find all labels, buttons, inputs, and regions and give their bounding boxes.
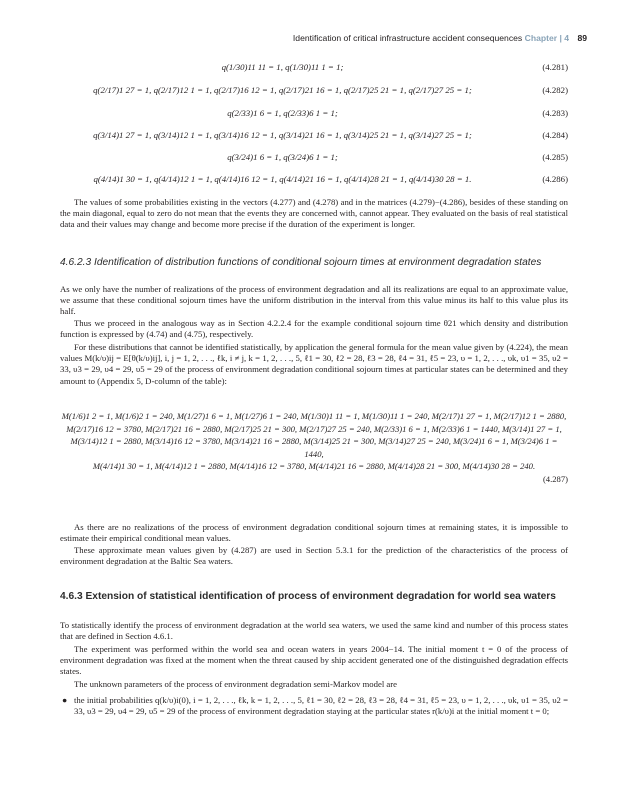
paragraph-uniform-distribution: As we only have the number of realizations of the process of environment degradation and all its realizations are equal to an approximate value, we assume that these conditional sojourn times have the uniform distribution in the interval from this value minus its half to this value plus its half.: [60, 284, 568, 317]
equation-4-285: [60, 152, 568, 166]
equation-4-286: [60, 174, 568, 188]
equation-number: (4.281): [542, 62, 568, 72]
equation-number: (4.287): [542, 474, 568, 485]
section-heading-4-6-2-3: 4.6.2.3 Identification of distribution functions of conditional sojourn times at environment degradation states: [60, 257, 542, 268]
mean-values-block: [60, 410, 568, 485]
equation-number: (4.283): [542, 108, 568, 118]
equation-text: q(4/14)1 30 = 1, q(4/14)12 1 = 1, q(4/14)16 12 = 1, q(4/14)21 16 = 1, q(4/14)28 21 = 1, q(4/14)30 28 = 1.: [93, 174, 472, 184]
chapter-label: Chapter | 4: [524, 33, 570, 43]
equation-text: q(1/30)11 11 = 1, q(1/30)11 1 = 1;: [221, 62, 344, 72]
equation-number: (4.285): [542, 152, 568, 162]
paragraph-mean-values: For these distributions that cannot be identified statistically, by application the general formula for the mean value given by (4.224), the mean values M(k/υ)ij = E[θ(k/υ)ij], i, j = 1, 2, . . ., ℓk, i ≠ j, k = 1, 2, . . ., 5, ℓ1 = 30, ℓ2 = 28, ℓ3 = 28, ℓ4 = 31, ℓ5 = 23, υ = 1, 2, . . ., υk, υ1 = 35, υ2 = 33, υ3 = 29, υ4 = 29, υ5 = 29 of the process of environment degradation conditional sojourn times at particular states can be determined and they amount to (Appendix 5, D-column of the table):: [60, 342, 568, 386]
section-heading-4-6-3: 4.6.3 Extension of statistical identification of process of environment degradation for world sea waters: [60, 591, 556, 602]
bullet-initial-probabilities: [60, 695, 568, 717]
equation-4-281: [60, 62, 568, 76]
paragraph-approximate-means: These approximate mean values given by (4.287) are used in Section 5.3.1 for the prediction of the characteristics of the process of environment degradation at the Baltic Sea waters.: [60, 545, 568, 567]
paragraph-probabilities: The values of some probabilities existing in the vectors (4.277) and (4.278) and in the matrices (4.279)−(4.286), besides of these standing on the main diagonal, equal to zero do not mean that the events they are concerned with, cannot appear. They evaluated on the basis of real statistical data and their values may change and become more precise if the duration of the experiment is longer.: [60, 197, 568, 230]
page-number: 89: [577, 33, 587, 43]
equation-number: (4.284): [542, 130, 568, 140]
running-header: [293, 33, 587, 43]
paragraph-analogous-way: Thus we proceed in the analogous way as in Section 4.2.2.4 for the example conditional sojourn time θ21 which density and distribution function is expressed by (4.74) and (4.75), respectively.: [60, 318, 568, 340]
equation-number: (4.286): [542, 174, 568, 184]
mean-values-line: M(1/6)1 2 = 1, M(1/6)2 1 = 240, M(1/27)1 6 = 1, M(1/27)6 1 = 240, M(1/30)1 11 = 1, M(1/30)11 1 = 240, M(2/17)1 27 = 1, M(2/17)12 1 = 2880,: [61, 411, 567, 421]
equation-text: q(2/33)1 6 = 1, q(2/33)6 1 = 1;: [227, 108, 338, 118]
paragraph-experiment: The experiment was performed within the world sea and ocean waters in years 2004−14. The initial moment t = 0 of the process of environment degradation was fixed at the moment when the threat caused by ship accident generated one of the distinguished degradation effects states.: [60, 644, 568, 677]
mean-values-line: M(2/17)16 12 = 3780, M(2/17)21 16 = 2880, M(2/17)25 21 = 300, M(2/17)27 25 = 240, M(2/33)1 6 = 1, M(2/33)6 1 = 1440, M(3/14)1 27 = 1,: [66, 423, 562, 434]
equation-text: q(3/14)1 27 = 1, q(3/14)12 1 = 1, q(3/14)16 12 = 1, q(3/14)21 16 = 1, q(3/14)25 21 = 1, q(3/14)27 25 = 1;: [93, 130, 472, 140]
bullet-icon: ●: [62, 695, 68, 705]
equation-number: (4.282): [542, 85, 568, 95]
equation-4-282: [60, 85, 568, 99]
mean-values-line: M(4/14)1 30 = 1, M(4/14)12 1 = 2880, M(4/14)16 12 = 3780, M(4/14)21 16 = 2880, M(4/14)28 21 = 300, M(4/14)30 28 = 240.: [92, 461, 536, 472]
equation-4-283: [60, 108, 568, 122]
mean-values-line: M(3/14)12 1 = 2880, M(3/14)16 12 = 3780, M(3/14)21 16 = 2880, M(3/14)25 21 = 300, M(3/14)27 25 = 240, M(3/24)1 6 = 1, M(3/24)6 1 = 1440,: [70, 436, 558, 459]
bullet-text: the initial probabilities q(k/υ)i(0), i = 1, 2, . . ., ℓk, k = 1, 2, . . ., 5, ℓ1 = 30, ℓ2 = 28, ℓ3 = 28, ℓ4 = 31, ℓ5 = 23, υ = 1, 2, . . ., υk, υ1 = 35, υ2 = 33, υ3 = 29, υ4 = 29, υ5 = 29 of the process of environment degradation staying at the particular states r(k/υ)i at the initial moment t = 0;: [74, 695, 568, 717]
equation-text: q(2/17)1 27 = 1, q(2/17)12 1 = 1, q(2/17)16 12 = 1, q(2/17)21 16 = 1, q(2/17)25 21 = 1, q(2/17)27 25 = 1;: [93, 85, 472, 95]
paragraph-world-sea: To statistically identify the process of environment degradation at the world sea waters, we used the same kind and number of this process states that are defined in Section 4.6.1.: [60, 620, 568, 642]
running-title: Identification of critical infrastructure accident consequences: [292, 33, 523, 43]
equation-4-284: [60, 130, 568, 144]
paragraph-unknown-parameters: The unknown parameters of the process of environment degradation semi-Markov model are: [74, 679, 398, 689]
paragraph-no-realizations: As there are no realizations of the process of environment degradation conditional sojourn times at remaining states, it is impossible to estimate their empirical conditional mean values.: [60, 522, 568, 544]
equation-text: q(3/24)1 6 = 1, q(3/24)6 1 = 1;: [227, 152, 338, 162]
